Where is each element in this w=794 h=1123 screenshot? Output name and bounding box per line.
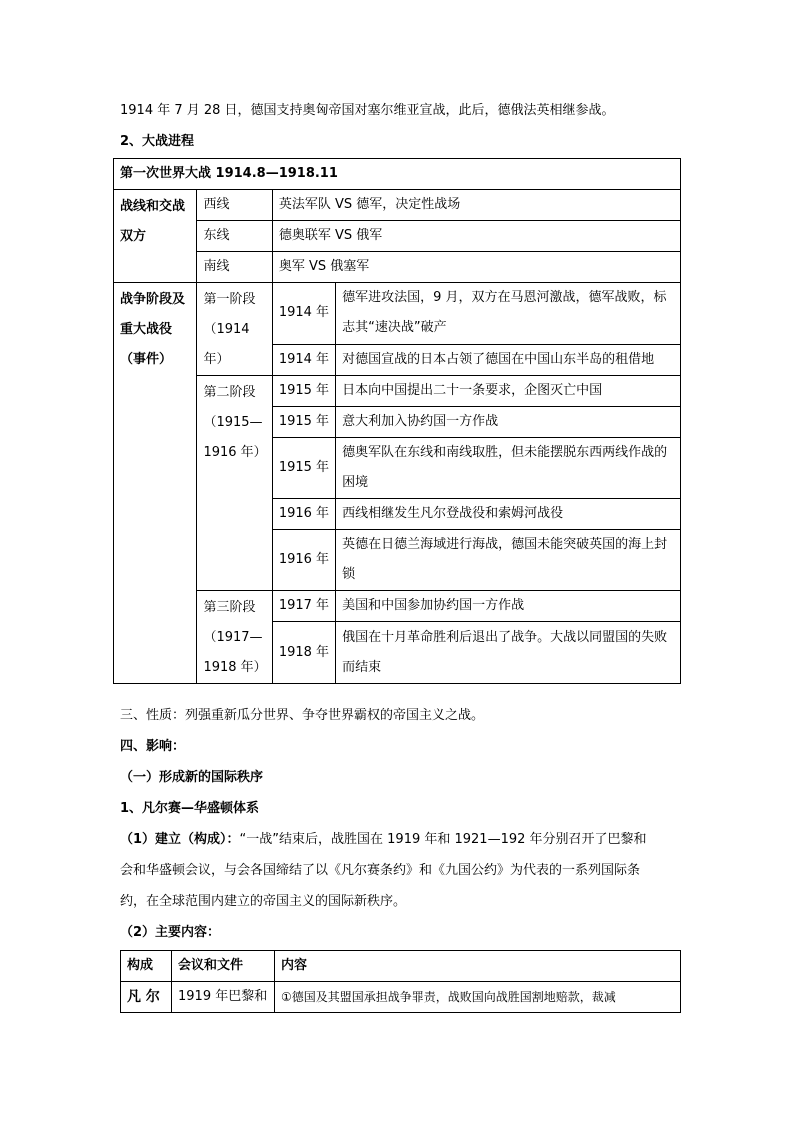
event-text: 西线相继发生凡尔登战役和索姆河战役 <box>336 499 681 530</box>
vw-content-table <box>120 950 681 1013</box>
war-progress-table <box>113 158 681 684</box>
table2-header: 会议和文件 <box>172 951 275 982</box>
front-name: 西线 <box>197 190 272 221</box>
establish-paragraph-line1 <box>120 830 647 850</box>
front-desc: 德奥联军 VS 俄军 <box>272 221 680 252</box>
event-year: 1914 年 <box>272 344 335 375</box>
event-text: 意大利加入协约国一方作战 <box>336 407 681 438</box>
front-desc: 奥军 VS 俄塞军 <box>272 252 680 283</box>
stage-name: 第一阶段（1914 年） <box>197 283 272 376</box>
intro-line: 1914 年 7 月 28 日，德国支持奥匈帝国对塞尔维亚宣战，此后，德俄法英相继参战。 <box>120 103 615 118</box>
stage-name: 第二阶段（1915—1916 年） <box>197 376 272 591</box>
event-text: 英德在日德兰海域进行海战，德国未能突破英国的海上封锁 <box>336 530 681 591</box>
event-year: 1916 年 <box>272 499 335 530</box>
event-year: 1914 年 <box>272 283 335 345</box>
front-desc: 英法军队 VS 德军，决定性战场 <box>272 190 680 221</box>
event-text: 德军进攻法国，9 月，双方在马恩河激战，德军战败，标志其“速决战”破产 <box>336 283 681 345</box>
stage-name: 第三阶段（1917—1918 年） <box>197 591 272 684</box>
establish-label: （1）建立（构成）： <box>120 832 240 847</box>
order-title: （一）形成新的国际秩序 <box>120 770 264 785</box>
event-text: 俄国在十月革命胜利后退出了战争。大战以同盟国的失败而结束 <box>336 622 681 684</box>
establish-paragraph-line3: 约，在全球范围内建立的帝国主义的国际新秩序。 <box>120 894 407 909</box>
event-year: 1917 年 <box>272 591 335 622</box>
front-name: 南线 <box>197 252 272 283</box>
event-year: 1915 年 <box>272 438 335 499</box>
table2-cell: 1919 年巴黎和 <box>172 982 275 1013</box>
table2-header: 内容 <box>275 951 681 982</box>
event-text: 德奥军队在东线和南线取胜，但未能摆脱东西两线作战的困境 <box>336 438 681 499</box>
impact-title: 四、影响： <box>120 739 186 754</box>
event-year: 1916 年 <box>272 530 335 591</box>
vw-system-title: 1、凡尔赛—华盛顿体系 <box>120 801 260 816</box>
table1-header: 第一次世界大战 1914.8—1918.11 <box>114 159 681 190</box>
event-year: 1915 年 <box>272 376 335 407</box>
nature-line <box>120 706 484 726</box>
fronts-label: 战线和交战双方 <box>114 190 197 283</box>
event-text: 对德国宣战的日本占领了德国在中国山东半岛的租借地 <box>336 344 681 375</box>
front-name: 东线 <box>197 221 272 252</box>
table2-cell: ①德国及其盟国承担战争罪责，战败国向战胜国割地赔款，裁减 <box>275 982 681 1013</box>
nature-text: 三、性质：列强重新瓜分世界、争夺世界霸权的帝国主义之战。 <box>120 708 485 723</box>
event-text: 日本向中国提出二十一条要求，企图灭亡中国 <box>336 376 681 407</box>
main-content-title: （2）主要内容： <box>120 925 221 940</box>
establish-text: “一战”结束后，战胜国在 1919 年和 1921—192 年分别召开了巴黎和 <box>239 832 647 847</box>
stages-label: 战争阶段及重大战役（事件） <box>114 283 197 684</box>
table2-cell: 凡 尔 <box>121 982 172 1013</box>
event-text: 美国和中国参加协约国一方作战 <box>336 591 681 622</box>
table2-header: 构成 <box>121 951 172 982</box>
section2-title: 2、大战进程 <box>120 134 195 149</box>
establish-paragraph-line2: 会和华盛顿会议，与会各国缔结了以《凡尔赛条约》和《九国公约》为代表的一系列国际条 <box>120 863 641 878</box>
event-year: 1918 年 <box>272 622 335 684</box>
event-year: 1915 年 <box>272 407 335 438</box>
